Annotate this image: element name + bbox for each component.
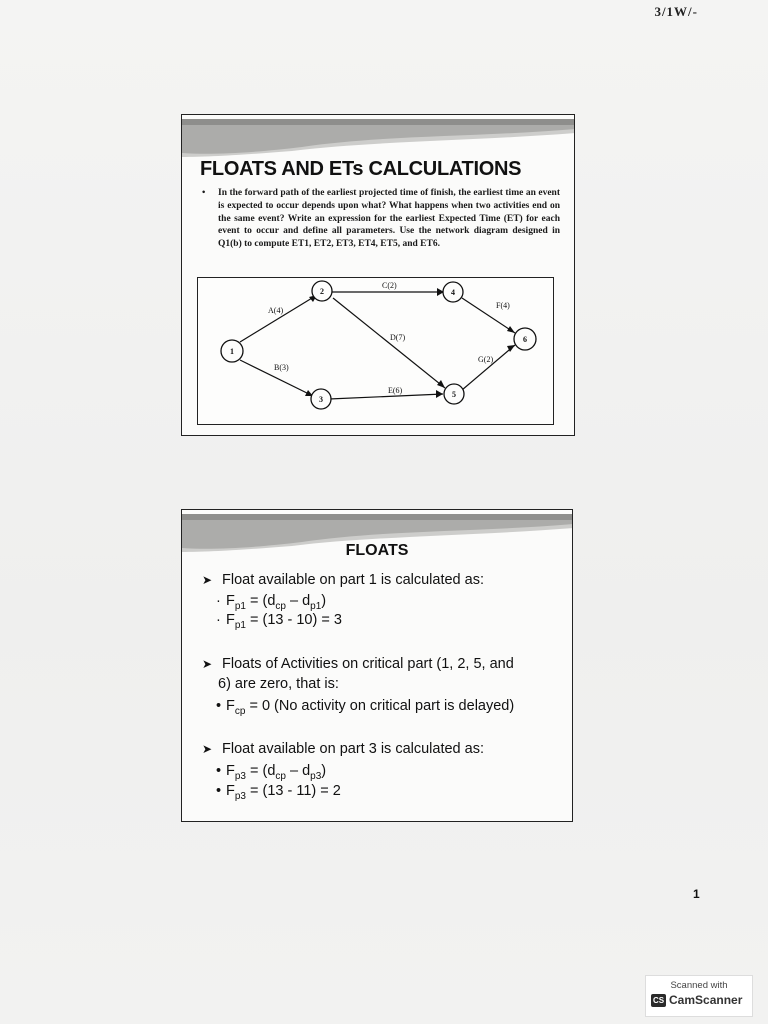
- arrow-bullet-icon: ➤: [202, 742, 213, 756]
- arrow-bullet-icon: ➤: [202, 573, 213, 587]
- slide-title: FLOATS: [345, 542, 409, 559]
- slide-title: FLOATS AND ETs CALCULATIONS: [200, 158, 522, 180]
- bullet-dot: •: [202, 188, 206, 198]
- node-2-label: 2: [320, 287, 324, 296]
- watermark-brand: CamScanner: [669, 993, 743, 1007]
- question-paragraph: [202, 187, 560, 251]
- slide-floats-and-ets: [181, 114, 575, 436]
- corner-handwriting: 3/1W/-: [654, 4, 698, 19]
- heading-part-2-line2: 6) are zero, that is:: [218, 676, 339, 692]
- edge-c-label: C(2): [382, 281, 397, 290]
- edge-a-label: A(4): [268, 306, 284, 315]
- edge-g: [462, 345, 515, 390]
- network-diagram-svg: [198, 278, 552, 423]
- camscanner-logo-icon: CS: [652, 996, 665, 1005]
- formula-fcp: • $F_{cp} = 0$ (No activity on critical part is delayed): [216, 698, 515, 717]
- node-4-label: 4: [451, 288, 455, 297]
- node-3-label: 3: [319, 395, 323, 404]
- formula-fp3-definition: • $F_{p3} = (d_{cp} - d_{p3})$: [216, 763, 327, 782]
- edge-d-label: D(7): [390, 333, 406, 342]
- edge-g-label: G(2): [478, 355, 494, 364]
- heading-part-2-line1: ➤ Floats of Activities on critical part (1, 2, 5, and: [202, 656, 514, 672]
- edge-b-label: B(3): [274, 363, 289, 372]
- arrow-bullet-icon: ➤: [202, 657, 213, 671]
- slide-header-band: [182, 115, 574, 157]
- arrowhead-d: [437, 380, 445, 388]
- node-6-label: 6: [523, 335, 527, 344]
- watermark-caption: Scanned with: [670, 980, 728, 991]
- formula-fp1-value: · $F_{p1} = (13 - 10) = 3$: [216, 612, 342, 631]
- edge-a: [240, 295, 317, 342]
- edge-e-label: E(6): [388, 386, 403, 395]
- formula-fp1-definition: · $F_{p1} = (d_{cp} - d_{p1})$: [216, 593, 327, 612]
- edge-d: [333, 298, 445, 388]
- heading-part-3: ➤ Float available on part 3 is calculated as:: [202, 741, 484, 757]
- arrowhead-f: [507, 326, 515, 333]
- arrowhead-e: [436, 390, 443, 398]
- node-1-label: 1: [230, 347, 234, 356]
- edge-f-label: F(4): [496, 301, 510, 310]
- edge-e: [329, 394, 443, 399]
- slide-floats: [181, 509, 573, 822]
- question-text: In the forward path of the earliest projected time of finish, the earliest time an event is expected to occur depends upon what? What happens when two activities end on the same event? Write an expression for the earliest Expected Time (ET) for each event to occur and define all parameters. Use the network diagram designed in Q1(b) to compute ET1, ET2, ET3, ET4, ET5, and ET6.: [218, 188, 560, 250]
- page-number: 1: [693, 887, 700, 901]
- formula-fp3-value: • $F_{p3} = (13 - 11) = 2$: [216, 783, 341, 802]
- heading-part-1: ➤ Float available on part 1 is calculated as:: [202, 572, 484, 588]
- camscanner-watermark: [645, 975, 753, 1017]
- network-diagram: [197, 277, 554, 425]
- node-5-label: 5: [452, 390, 456, 399]
